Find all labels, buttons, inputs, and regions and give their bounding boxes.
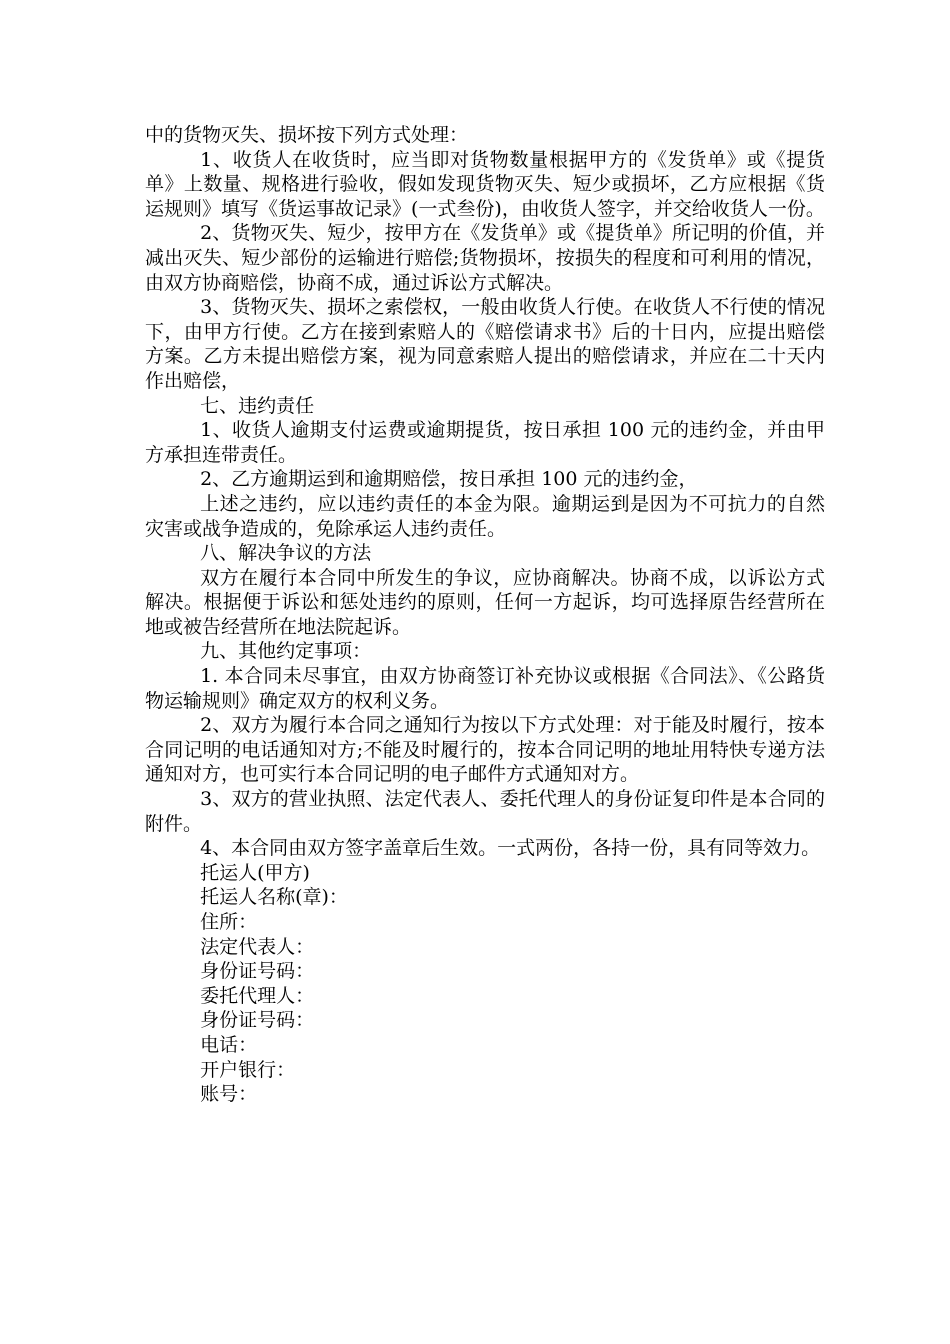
paragraph-other-2: 2、双方为履行本合同之通知行为按以下方式处理：对于能及时履行，按本合同记明的电话通知对方;不能及时履行的，按本合同记明的地址用特快专递方法通知对方，也可实行本合同记明的电子邮件方式通知对方。 [145, 714, 825, 786]
section-heading-liability: 七、违约责任 [200, 394, 315, 417]
document-page [145, 123, 825, 1107]
signature-field-id-number: 身份证号码： [200, 960, 315, 983]
paragraph-other-3: 3、双方的营业执照、法定代表人、委托代理人的身份证复印件是本合同的附件。 [145, 788, 825, 835]
signature-field-legal-rep: 法定代表人： [200, 935, 315, 958]
section-heading-dispute: 八、解决争议的方法 [200, 542, 372, 565]
paragraph-clause-2: 2、货物灭失、短少，按甲方在《发货单》或《提货单》所记明的价值，并减出灭失、短少部份的运输进行赔偿;货物损坏，按损失的程度和可利用的情况，由双方协商赔偿，协商不成，通过诉讼方式解决。 [145, 222, 825, 294]
paragraph-dispute: 双方在履行本合同中所发生的争议，应协商解决。协商不成，以诉讼方式解决。根据便于诉讼和惩处违约的原则，任何一方起诉，均可选择原告经营所在地或被告经营所在地法院起诉。 [145, 566, 825, 638]
paragraph-intro: 中的货物灭失、损坏按下列方式处理： [145, 124, 469, 146]
signature-field-bank: 开户银行： [200, 1058, 296, 1081]
signature-field-phone: 电话： [200, 1033, 258, 1056]
paragraph-other-1: 1. 本合同未尽事宜，由双方协商签订补充协议或根据《合同法》、《公路货物运输规则》确定双方的权利义务。 [145, 665, 825, 712]
paragraph-liability-2: 2、乙方逾期运到和逾期赔偿，按日承担 100 元的违约金， [200, 468, 698, 491]
paragraph-other-4: 4、本合同由双方签字盖章后生效。一式两份，各持一份，具有同等效力。 [200, 837, 821, 860]
signature-field-address: 住所： [200, 911, 258, 933]
paragraph-clause-3: 3、货物灭失、损坏之索偿权，一般由收货人行使。在收货人不行使的情况下，由甲方行使。乙方在接到索赔人的《赔偿请求书》后的十日内，应提出赔偿方案。乙方未提出赔偿方案，视为同意索赔人提出的赔偿请求，并应在二十天内作出赔偿， [145, 296, 825, 392]
paragraph-clause-1: 1、收货人在收货时，应当即对货物数量根据甲方的《发货单》或《提货单》上数量、规格进行验收，假如发现货物灭失、短少或损坏，乙方应根据《货运规则》填写《货运事故记录》(一式叁份)，由收货人签字，并交给收货人一份。 [145, 148, 825, 220]
paragraph-liability-1: 1、收货人逾期支付运费或逾期提货，按日承担 100 元的违约金，并由甲方承担连带责任。 [145, 419, 825, 466]
signature-field-agent: 委托代理人： [200, 984, 315, 1007]
signature-field-name: 托运人名称(章)： [200, 886, 348, 909]
paragraph-liability-limit: 上述之违约，应以违约责任的本金为限。逾期运到是因为不可抗力的自然灾害或战争造成的，免除承运人违约责任。 [145, 492, 825, 540]
signature-field-account: 账号： [200, 1083, 258, 1106]
signature-party: 托运人(甲方) [200, 861, 310, 884]
signature-field-agent-id: 身份证号码： [200, 1009, 315, 1032]
section-heading-other: 九、其他约定事项： [200, 640, 372, 663]
